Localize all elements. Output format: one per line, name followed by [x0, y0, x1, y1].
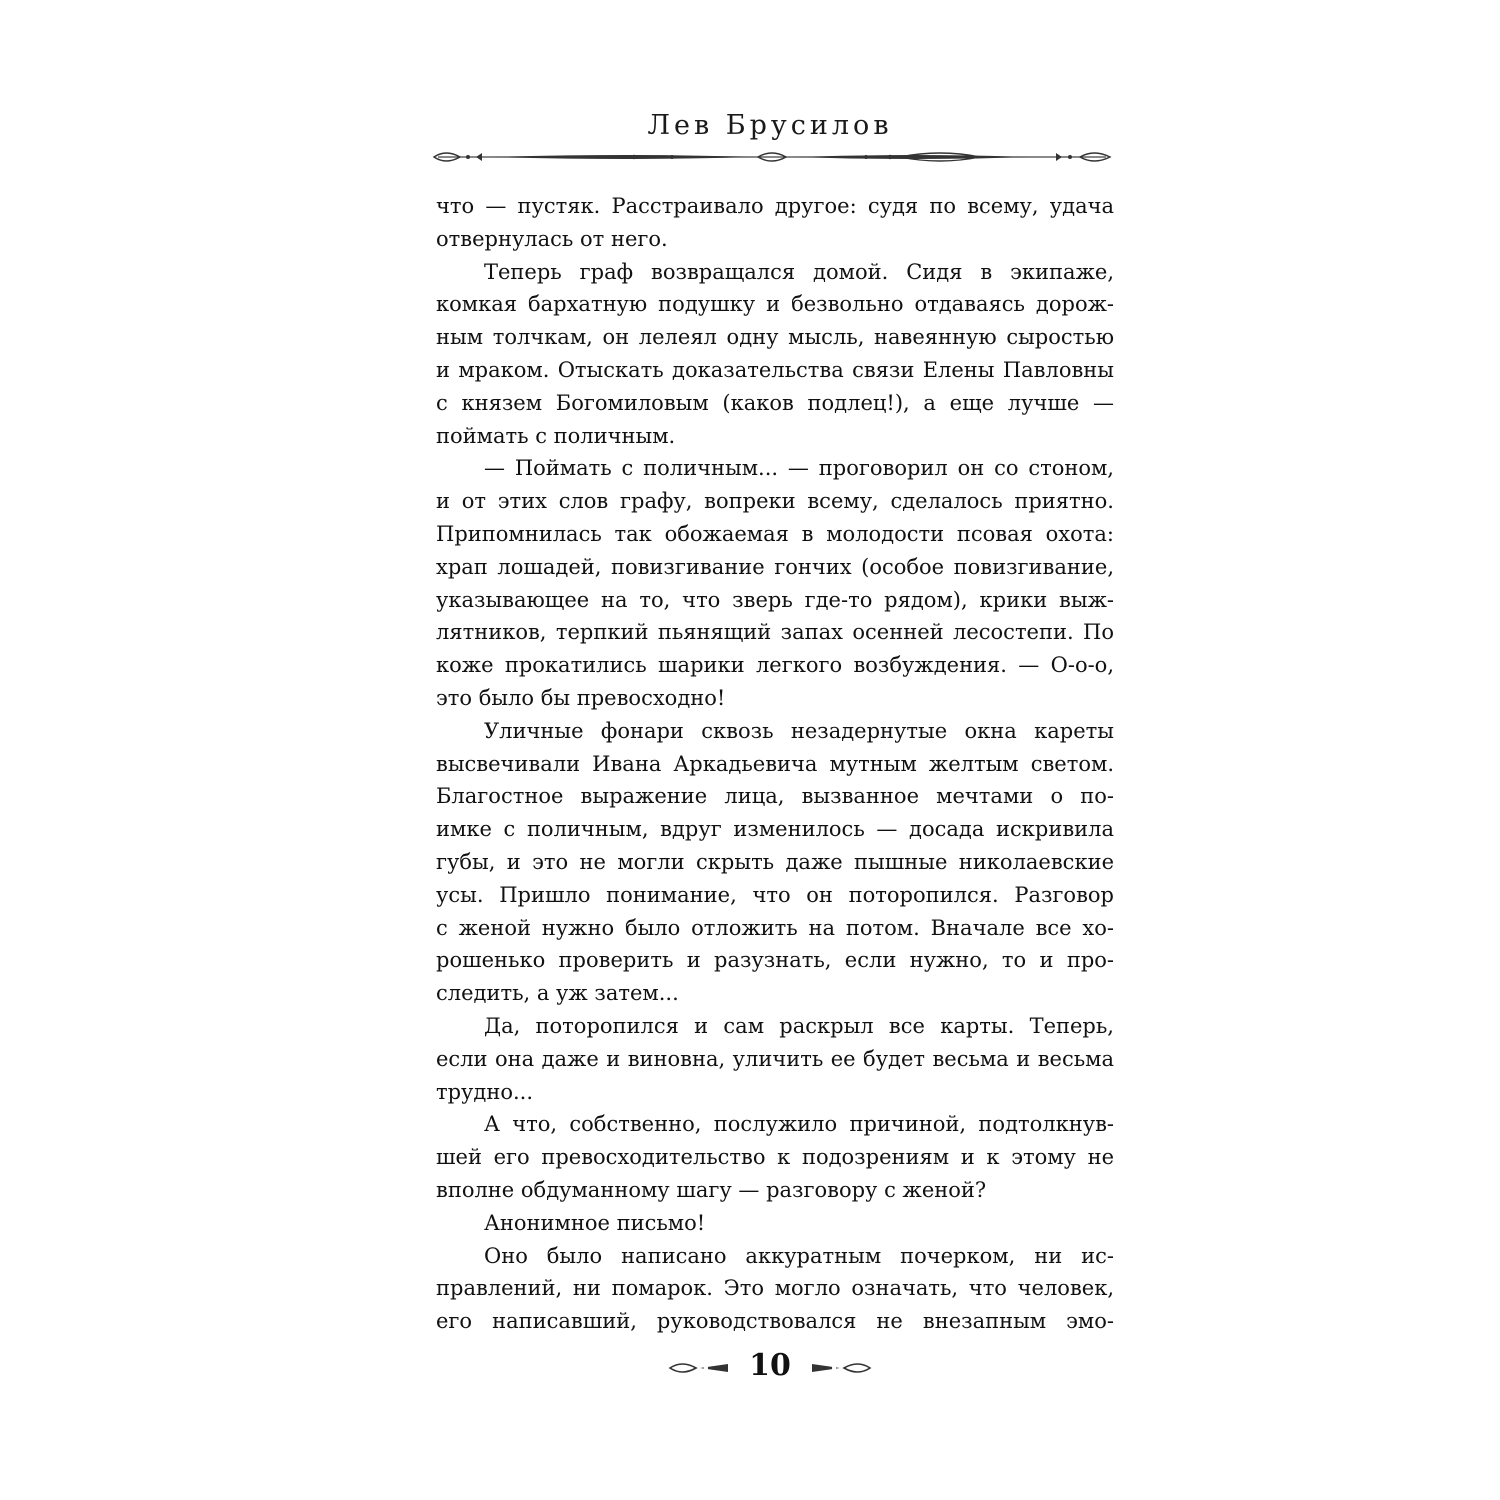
text-line: Анонимное письмо!: [484, 1210, 706, 1235]
running-head: Лев Брусилов: [647, 110, 893, 141]
text-line: отвернулась от него.: [436, 226, 668, 251]
text-line: высвечивали Ивана Аркадьевича мутным желтым светом.: [436, 751, 1114, 776]
text-line: А что, собственно, послужило причиной, подтолкнув-: [484, 1112, 1114, 1137]
text-line: лятников, терпкий пьянящий запах осенней лесостепи. По: [436, 620, 1114, 645]
text-line: шей его превосходительство к подозрениям и к этому не: [436, 1145, 1114, 1170]
text-line: комкая бархатную подушку и безвольно отдаваясь дорож-: [436, 292, 1114, 317]
text-line: — Поймать с поличным... — проговорил он со стоном,: [484, 456, 1114, 481]
text-line: и мраком. Отыскать доказательства связи Елены Павловны: [436, 357, 1114, 382]
text-line: с женой нужно было отложить на потом. Вначале все хо-: [436, 915, 1114, 940]
text-line: Припомнилась так обожаемая в молодости псовая охота:: [436, 521, 1114, 546]
text-line: Благостное выражение лица, вызванное мечтами о по-: [436, 784, 1114, 809]
page-number-footer: [620, 1348, 920, 1388]
text-line: усы. Пришло понимание, что он поторопился. Разговор: [436, 882, 1114, 907]
text-line: Уличные фонари сквозь незадернутые окна кареты: [484, 718, 1114, 743]
text-line: Да, поторопился и сам раскрыл все карты. Теперь,: [484, 1013, 1114, 1038]
page-number: 10: [749, 1348, 791, 1383]
footer-ornament-right: [810, 1358, 872, 1378]
text-line: храп лошадей, повизгивание гончих (особое повизгивание,: [436, 554, 1114, 579]
text-line: поймать с поличным.: [436, 423, 676, 448]
text-line: следить, а уж затем...: [436, 981, 679, 1006]
text-line: губы, и это не могли скрыть даже пышные николаевские: [436, 849, 1114, 874]
text-line: указывающее на то, что зверь где-то рядом), крики выж-: [436, 587, 1114, 612]
text-line: вполне обдуманному шагу — разговору с женой?: [436, 1177, 987, 1202]
text-line: правлений, ни помарок. Это могло означать, что человек,: [436, 1276, 1114, 1301]
header-ornament-rule: [430, 144, 1114, 170]
text-line: имке с поличным, вдруг изменилось — досада искривила: [436, 817, 1114, 842]
text-line: Оно было написано аккуратным почерком, ни ис-: [484, 1243, 1114, 1268]
text-line: если она даже и виновна, уличить ее будет весьма и весьма: [436, 1046, 1114, 1071]
text-line: рошенько проверить и разузнать, если нужно, то и про-: [436, 948, 1114, 973]
text-line: ным толчкам, он лелеял одну мысль, навеянную сыростью: [436, 325, 1114, 350]
text-line: с князем Богомиловым (каков подлец!), а еще лучше —: [436, 390, 1114, 415]
text-line: что — пустяк. Расстраивало другое: судя по всему, удача: [436, 194, 1114, 218]
text-line: это было бы превосходно!: [436, 685, 726, 710]
text-line: трудно...: [436, 1079, 534, 1104]
text-line: его написавший, руководствовался не внезапным эмо-: [436, 1309, 1114, 1334]
body-text: [436, 190, 1114, 1338]
text-line: и от этих слов графу, вопреки всему, сделалось приятно.: [436, 489, 1114, 514]
text-line: Теперь граф возвращался домой. Сидя в экипаже,: [484, 259, 1114, 284]
text-line: коже прокатились шарики легкого возбуждения. — О-о-о,: [436, 653, 1114, 678]
